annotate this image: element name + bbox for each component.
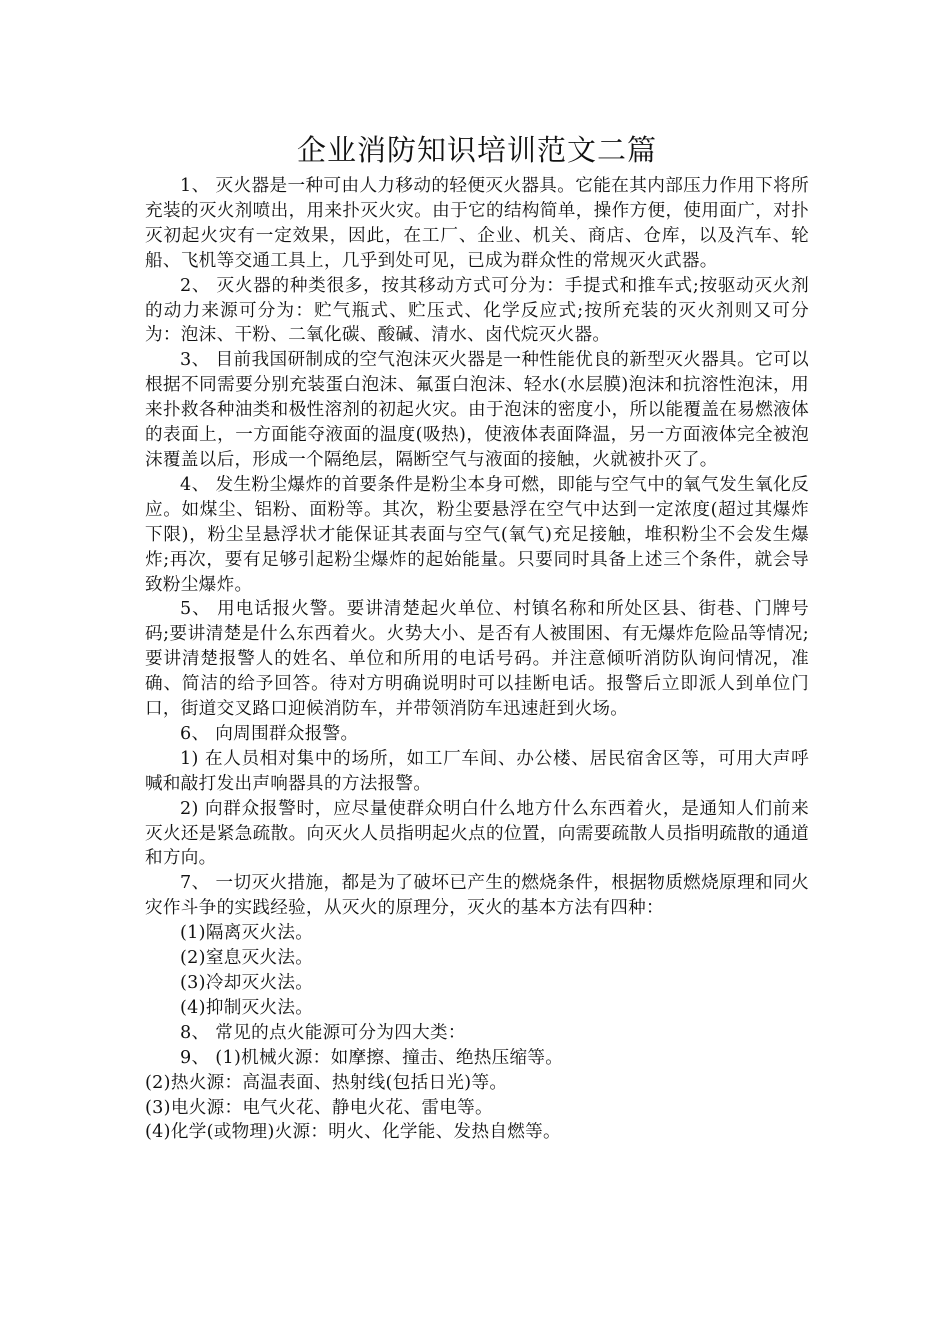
ignition-source-3: (3)电火源：电气火花、静电火花、雷电等。: [145, 1097, 493, 1118]
document-title: 企业消防知识培训范文二篇: [296, 133, 657, 167]
paragraph-7-method-4: (4)抑制灭火法。: [180, 997, 314, 1018]
paragraph-6-item-1: 1) 在人员相对集中的场所，如工厂车间、办公楼、居民宿舍区等，可用大声呼喊和敲打发出声响器具的方法报警。: [145, 748, 809, 794]
paragraph-8: 8、 常见的点火能源可分为四大类：: [180, 1022, 466, 1043]
paragraph-7: 7、 一切灭火措施，都是为了破坏已产生的燃烧条件，根据物质燃烧原理和同火灾作斗争的实践经验，从灭火的原理分，灭火的基本方法有四种：: [145, 873, 809, 919]
document-page: [145, 128, 809, 1145]
paragraph-4: 4、 发生粉尘爆炸的首要条件是粉尘本身可燃，即能与空气中的氧气发生氧化反应。如煤尘、铝粉、面粉等。其次，粉尘要悬浮在空气中达到一定浓度(超过其爆炸下限)，粉尘呈悬浮状才能保证其表面与空气(氧气)充足接触，堆积粉尘不会发生爆炸;再次，要有足够引起粉尘爆炸的起始能量。只要同时具备上述三个条件，就会导致粉尘爆炸。: [145, 474, 809, 595]
ignition-source-2: (2)热火源：高温表面、热射线(包括日光)等。: [145, 1072, 508, 1093]
paragraph-3: 3、 目前我国研制成的空气泡沫灭火器是一种性能优良的新型灭火器具。它可以根据不同需要分别充装蛋白泡沫、氟蛋白泡沫、轻水(水层膜)泡沫和抗溶性泡沫，用来扑救各种油类和极性溶剂的初起火灾。由于泡沫的密度小，所以能覆盖在易燃液体的表面上，一方面能夺液面的温度(吸热)，使液体表面降温，另一方面液体完全被泡沫覆盖以后，形成一个隔绝层，隔断空气与液面的接触，火就被扑灭了。: [145, 350, 809, 470]
paragraph-5: 5、 用电话报火警。要讲清楚起火单位、村镇名称和所处区县、街巷、门牌号码;要讲清楚是什么东西着火。火势大小、是否有人被围困、有无爆炸危险品等情况;要讲清楚报警人的姓名、单位和所用的电话号码。并注意倾听消防队询问情况，准确、简洁的给予回答。待对方明确说明时可以挂断电话。报警后立即派人到单位门口，街道交叉路口迎候消防车，并带领消防车迅速赶到火场。: [145, 599, 809, 720]
paragraph-6-item-2: 2) 向群众报警时，应尽量使群众明白什么地方什么东西着火，是通知人们前来灭火还是紧急疏散。向灭火人员指明起火点的位置，向需要疏散人员指明疏散的通道和方向。: [145, 798, 809, 869]
paragraph-7-method-1: (1)隔离灭火法。: [180, 923, 314, 944]
paragraph-9: 9、 (1)机械火源：如摩擦、撞击、绝热压缩等。: [180, 1047, 564, 1068]
paragraph-6: 6、 向周围群众报警。: [180, 723, 359, 744]
paragraph-1: 1、 灭火器是一种可由人力移动的轻便灭火器具。它能在其内部压力作用下将所充装的灭火剂喷出，用来扑灭火灾。由于它的结构简单，操作方便，使用面广，对扑灭初起火灾有一定效果，因此，在工厂、企业、机关、商店、仓库，以及汽车、轮船、飞机等交通工具上，几乎到处可见，已成为群众性的常规灭火武器。: [145, 176, 809, 271]
paragraph-7-method-3: (3)冷却灭火法。: [180, 973, 314, 993]
ignition-source-4: (4)化学(或物理)火源：明火、化学能、发热自燃等。: [145, 1122, 561, 1143]
paragraph-7-method-2: (2)窒息灭火法。: [180, 948, 314, 969]
paragraph-2: 2、 灭火器的种类很多，按其移动方式可分为：手提式和推车式;按驱动灭火剂的动力来源可分为：贮气瓶式、贮压式、化学反应式;按所充装的灭火剂则又可分为：泡沫、干粉、二氧化碳、酸碱、清水、卤代烷灭火器。: [145, 275, 809, 346]
